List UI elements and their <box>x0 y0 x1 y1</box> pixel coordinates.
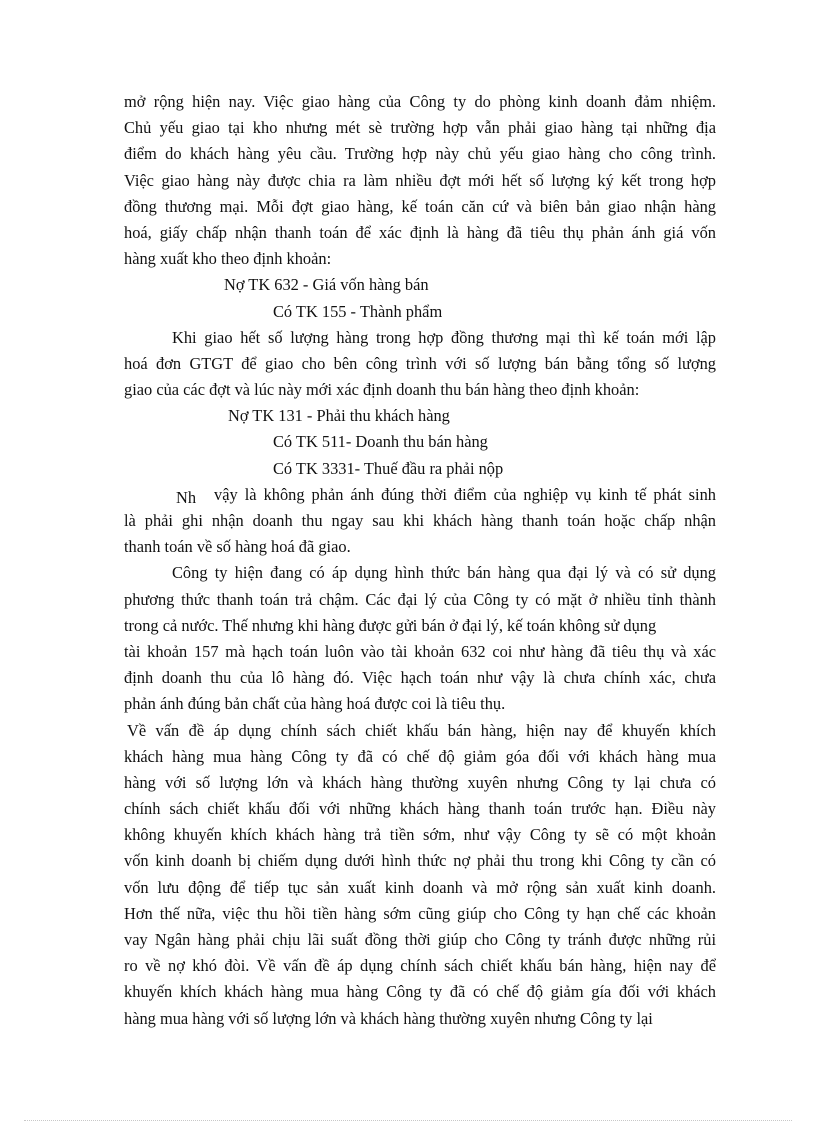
text-line: Khi giao hết số lượng hàng trong hợp đồng thương mại thì kế toán mới lập <box>172 327 716 347</box>
line-rest: vậy là không phản ánh đúng thời điểm của nghiệp vụ kinh tế phát sinh <box>214 484 716 504</box>
debit-entry: Nợ TK 131 - Phải thu khách hàng <box>228 406 450 426</box>
text-line: khách hàng mua hàng Công ty đã có chế độ giảm góa đối với khách hàng mua <box>124 746 716 766</box>
text-line <box>124 482 716 508</box>
text-line: Chủ yếu giao tại kho nhưng mét sè trường hợp vẫn phải giao hàng tại những địa <box>124 118 716 138</box>
text-line: hoá đơn GTGT để giao cho bên công trình với số lượng bán bằng tổng số lượng <box>124 353 716 373</box>
text-line: ro về nợ khó đòi. Về vấn đề áp dụng chính sách chiết khấu bán hàng, hiện nay để <box>124 956 716 976</box>
paragraph-agents <box>124 560 716 717</box>
text-line: đồng thương mại. Mỗi đợt giao hàng, kế toán căn cứ và biên bản giao nhận hàng <box>124 196 716 216</box>
text-line: hàng mua hàng với số lượng lớn và khách hàng thường xuyên nhưng Công ty lại <box>124 1008 653 1028</box>
credit-entry: Có TK 511- Doanh thu bán hàng <box>273 432 488 452</box>
text-line: giao của các đợt và lúc này mới xác định doanh thu bán hàng theo định khoản: <box>124 380 640 400</box>
text-line: điểm do khách hàng yêu cầu. Trường hợp này chủ yếu giao hàng cho công trình. <box>124 144 716 164</box>
text-line: Về vấn đề áp dụng chính sách chiết khấu bán hàng, hiện nay để khuyến khích <box>127 720 716 740</box>
text-line: phản ánh đúng bản chất của hàng hoá được coi là tiêu thụ. <box>124 694 506 714</box>
text-line: tài khoản 157 mà hạch toán luôn vào tài khoản 632 coi như hàng đã tiêu thụ và xác <box>124 641 716 661</box>
text-line: Việc giao hàng này được chia ra làm nhiều đợt mới hết số lượng ký kết trong hợp <box>124 170 716 190</box>
text-line: hoá, giấy chấp nhận thanh toán để xác định là hàng đã tiêu thụ phản ánh giá vốn <box>124 222 716 242</box>
paragraph-timing <box>124 482 716 561</box>
accounting-entry-cost <box>124 272 716 324</box>
text-line: định doanh thu của lô hàng đó. Việc hạch toán như vậy là chưa chính xác, chưa <box>124 668 716 688</box>
text-line: không khuyến khích khách hàng trả tiền sớm, như vậy Công ty sẽ có một khoản <box>124 825 716 845</box>
text-line: hàng xuất kho theo định khoản: <box>124 249 332 269</box>
text-line: trong cả nước. Thế nhưng khi hàng được gửi bán ở đại lý, kế toán không sử dụng <box>124 615 657 635</box>
page-bottom-divider <box>24 1120 792 1121</box>
text-line: thanh toán về số hàng hoá đã giao. <box>124 537 351 557</box>
accounting-entry-revenue <box>124 403 716 482</box>
text-line: vốn kinh doanh bị chiếm dụng dưới hình thức nợ phải thu trong khi Công ty cần có <box>124 851 716 871</box>
text-line: Hơn thế nữa, việc thu hồi tiền hàng sớm cũng giúp cho Công ty hạn chế các khoản <box>124 903 716 923</box>
credit-entry: Có TK 3331- Thuế đầu ra phải nộp <box>273 458 504 478</box>
text-line: vay Ngân hàng phải chịu lãi suất đồng thời giúp cho Công ty tránh được những rủi <box>124 930 716 949</box>
paragraph-discount <box>124 718 716 1032</box>
text-line: hàng với số lượng lớn và khách hàng thường xuyên nhưng Công ty lại chưa có <box>124 772 716 792</box>
text-line: vốn lưu động để tiếp tục sản xuất kinh doanh và mở rộng sản xuất kinh doanh. <box>124 877 716 897</box>
text-line: mở rộng hiện nay. Việc giao hàng của Công ty do phòng kinh doanh đảm nhiệm. <box>124 92 716 111</box>
text-line: là phải ghi nhận doanh thu ngay sau khi khách hàng thanh toán hoặc chấp nhận <box>124 511 716 530</box>
text-line: chính sách chiết khấu đối với những khách hàng thanh toán trước hạn. Điều này <box>124 799 716 819</box>
paragraph-delivery <box>124 89 716 272</box>
line-prefix: Nh <box>176 487 197 507</box>
page-content <box>124 89 716 1032</box>
text-line: phương thức thanh toán trả chậm. Các đại lý của Công ty có mặt ở nhiều tỉnh thành <box>124 589 716 609</box>
paragraph-invoice <box>124 325 716 404</box>
text-line: Công ty hiện đang có áp dụng hình thức bán hàng qua đại lý và có sử dụng <box>172 563 716 583</box>
credit-entry: Có TK 155 - Thành phẩm <box>273 301 443 321</box>
text-line: khuyến khích khách hàng mua hàng Công ty đã có chế độ giảm gía đối với khách <box>124 982 716 1002</box>
debit-entry: Nợ TK 632 - Giá vốn hàng bán <box>224 275 429 295</box>
